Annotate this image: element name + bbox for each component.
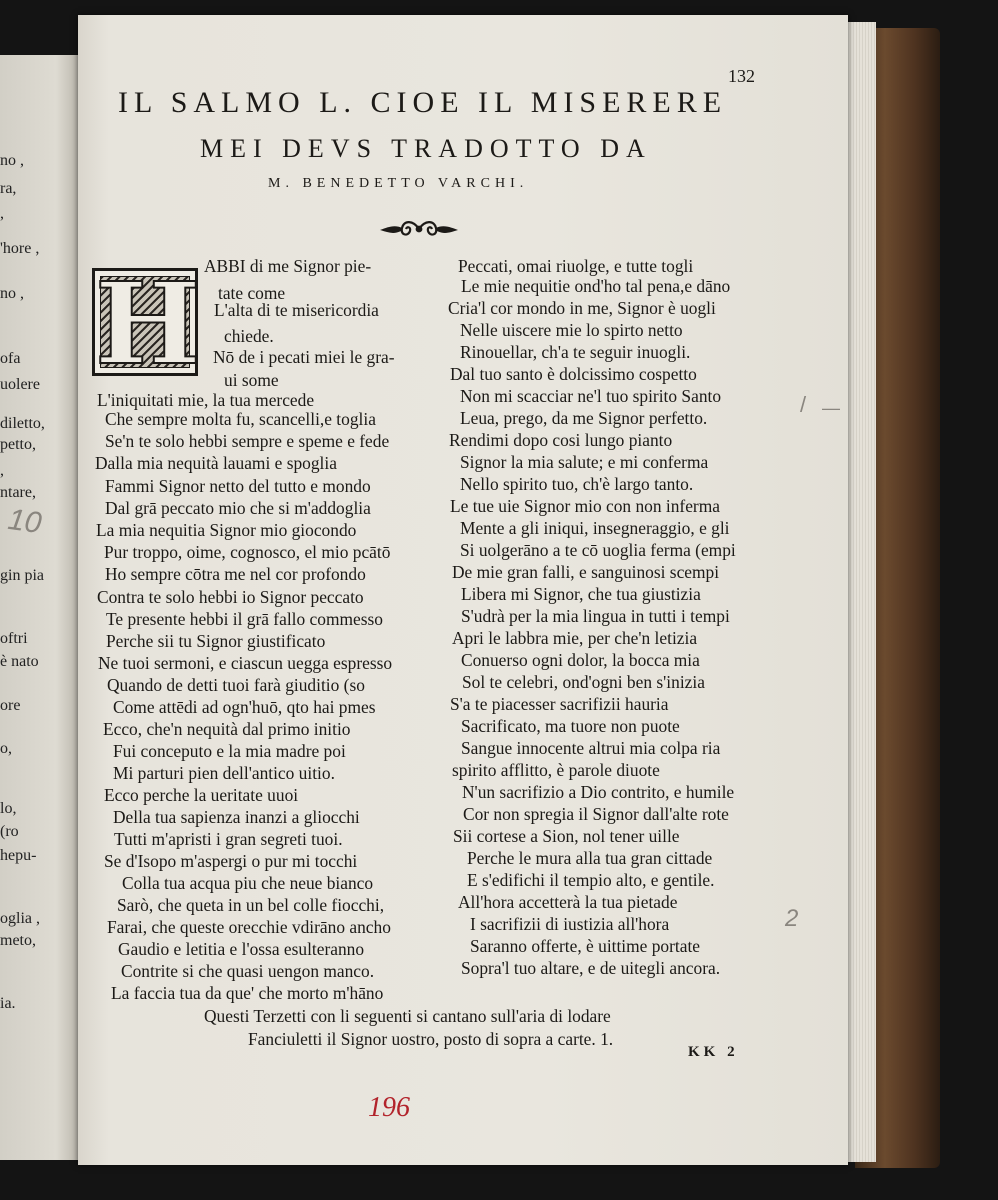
signature-mark: KK 2 bbox=[688, 1044, 739, 1060]
verse-line: Fammi Signor netto del tutto e mondo bbox=[105, 476, 371, 496]
title-line-3: M. BENEDETTO VARCHI. bbox=[268, 176, 529, 191]
verse-line: Sangue innocente altrui mia colpa ria bbox=[461, 738, 721, 758]
verse-line: Mi parturi pien dell'antico uitio. bbox=[113, 763, 335, 783]
page-number: 132 bbox=[728, 66, 755, 86]
verse-line: ABBI di me Signor pie- bbox=[204, 256, 372, 276]
pencil-mark-dash: — bbox=[822, 398, 840, 418]
verse-line: Cria'l cor mondo in me, Signor è uogli bbox=[448, 298, 716, 318]
verse-line: I sacrifizii di iustizia all'hora bbox=[470, 914, 670, 934]
verse-line: Se d'Isopo m'aspergi o pur mi tocchi bbox=[104, 851, 358, 871]
left-page-fragment: ofa bbox=[0, 350, 21, 367]
left-page-fragment: , bbox=[0, 462, 4, 479]
verse-line: Peccati, omai riuolge, e tutte togli bbox=[458, 256, 694, 276]
verse-line: Sopra'l tuo altare, e de uitegli ancora. bbox=[461, 958, 721, 978]
verse-line: Dalla mia nequità lauami e spoglia bbox=[95, 453, 337, 473]
left-page-fragment: lo, bbox=[0, 800, 17, 817]
verse-line: Fui conceputo e la mia madre poi bbox=[113, 741, 346, 761]
fleuron-ornament-icon bbox=[378, 216, 460, 242]
verse-line: La faccia tua da que' che morto m'hāno bbox=[111, 983, 384, 1003]
left-page-fragment: ntare, bbox=[0, 484, 36, 501]
verse-line: Rendimi dopo cosi lungo pianto bbox=[449, 430, 673, 450]
verse-line: S'a te piacesser sacrifizii hauria bbox=[450, 694, 669, 714]
left-page-fragment: uolere bbox=[0, 376, 40, 393]
verse-line: Rinouellar, ch'a te seguir inuogli. bbox=[460, 342, 691, 362]
verse-line: Farai, che queste orecchie vdirāno ancho bbox=[107, 917, 391, 937]
verse-line: Che sempre molta fu, scancelli,e toglia bbox=[105, 409, 376, 429]
verse-line: Nello spirito tuo, ch'è largo tanto. bbox=[460, 474, 694, 494]
left-page-fragment: o, bbox=[0, 740, 12, 757]
red-ink-number: 196 bbox=[368, 1092, 410, 1123]
verse-line: tate come bbox=[218, 283, 286, 303]
verse-line: Saranno offerte, è uittime portate bbox=[470, 936, 701, 956]
left-page-fragment: diletto, bbox=[0, 415, 45, 432]
left-page-fragment: ra, bbox=[0, 180, 17, 197]
verse-line: Sarò, che queta in un bel colle fiocchi, bbox=[117, 895, 385, 915]
verse-line: Dal tuo santo è dolcissimo cospetto bbox=[450, 364, 697, 384]
verse-line: Colla tua acqua piu che neue bianco bbox=[122, 873, 374, 893]
left-page-fragment: (ro bbox=[0, 823, 19, 840]
pencil-mark-slash: / bbox=[800, 392, 807, 417]
title-line-2: MEI DEVS TRADOTTO DA bbox=[200, 134, 652, 163]
verse-line: Apri le labbra mie, per che'n letizia bbox=[452, 628, 698, 648]
left-page bbox=[0, 55, 82, 1160]
left-page-fragment: no , bbox=[0, 285, 24, 302]
left-page-fragment: petto, bbox=[0, 436, 36, 453]
left-pencil-mark: 10 bbox=[5, 502, 44, 541]
verse-line: De mie gran falli, e sanguinosi scempi bbox=[452, 562, 720, 582]
verse-line: N'un sacrifizio a Dio contrito, e humile bbox=[462, 782, 735, 802]
verse-line: Dal grā peccato mio che si m'addoglia bbox=[105, 498, 371, 518]
footer-line-2: Fanciuletti il Signor uostro, posto di sopra a carte. 1. bbox=[248, 1029, 614, 1049]
verse-line: L'iniquitati mie, la tua mercede bbox=[97, 390, 315, 410]
verse-line: ui some bbox=[224, 370, 279, 390]
left-page-fragment: è nato bbox=[0, 653, 39, 670]
verse-line: chiede. bbox=[224, 326, 274, 346]
verse-line: Leua, prego, da me Signor perfetto. bbox=[460, 408, 708, 428]
verse-line: All'hora accetterà la tua pietade bbox=[458, 892, 678, 912]
verse-line: Te presente hebbi il grā fallo commesso bbox=[106, 609, 383, 629]
pencil-mark-number: 2 bbox=[785, 905, 799, 932]
verse-line: Perche le mura alla tua gran cittade bbox=[467, 848, 713, 868]
verse-line: Contrite si che quasi uengon manco. bbox=[121, 961, 375, 981]
left-page-fragment: gin pia bbox=[0, 567, 44, 584]
verse-line: L'alta di te misericordia bbox=[214, 300, 379, 320]
left-page-fragment: 'hore , bbox=[0, 240, 40, 257]
verse-line: Ho sempre cōtra me nel cor profondo bbox=[105, 564, 366, 584]
verse-line: Sacrificato, ma tuore non puote bbox=[461, 716, 680, 736]
verse-line: Contra te solo hebbi io Signor peccato bbox=[97, 587, 364, 607]
verse-line: Sii cortese a Sion, nol tener uille bbox=[453, 826, 680, 846]
verse-line: Non mi scacciar ne'l tuo spirito Santo bbox=[460, 386, 722, 406]
verse-line: Nelle uiscere mie lo spirto netto bbox=[460, 320, 683, 340]
verse-line: Come attēdi ad ogn'huō, qto hai pmes bbox=[113, 697, 376, 717]
verse-line: Gaudio e letitia e l'ossa esulteranno bbox=[118, 939, 365, 959]
left-page-fragment: ore bbox=[0, 697, 21, 714]
drop-cap-initial bbox=[92, 259, 201, 390]
verse-line: Ecco perche la ueritate uuoi bbox=[104, 785, 299, 805]
left-page-fragment: oftri bbox=[0, 630, 28, 647]
verse-line: Conuerso ogni dolor, la bocca mia bbox=[461, 650, 700, 670]
verse-line: Libera mi Signor, che tua giustizia bbox=[461, 584, 701, 604]
verse-line: spirito afflitto, è parole diuote bbox=[452, 760, 660, 780]
left-page-fragment: meto, bbox=[0, 932, 36, 949]
footer-line-1: Questi Terzetti con li seguenti si cantano sull'aria di lodare bbox=[204, 1006, 611, 1026]
verse-line: Nō de i pecati miei le gra- bbox=[213, 347, 395, 367]
verse-line: La mia nequitia Signor mio giocondo bbox=[96, 520, 357, 540]
verse-line: E s'edifichi il tempio alto, e gentile. bbox=[467, 870, 715, 890]
left-page-fragment: , bbox=[0, 205, 4, 222]
verse-line: Ne tuoi sermoni, e ciascun uegga espresso bbox=[98, 653, 393, 673]
verse-line: Signor la mia salute; e mi conferma bbox=[460, 452, 709, 472]
verse-line: Le mie nequitie ond'ho tal pena,e dāno bbox=[461, 276, 731, 296]
left-page-fragment: oglia , bbox=[0, 910, 40, 927]
verse-line: Si uolgerāno a te cō uoglia ferma (empi bbox=[460, 540, 736, 560]
verse-line: Perche sii tu Signor giustificato bbox=[106, 631, 326, 651]
title-line-1: IL SALMO L. CIOE IL MISERERE bbox=[118, 86, 728, 119]
left-page-fragment: no , bbox=[0, 152, 24, 169]
verse-line: Ecco, che'n nequità dal primo initio bbox=[103, 719, 351, 739]
verse-line: Della tua sapienza inanzi a gliocchi bbox=[113, 807, 360, 827]
verse-line: Pur troppo, oime, cognosco, el mio pcātō bbox=[104, 542, 391, 562]
verse-line: Sol te celebri, ond'ogni ben s'inizia bbox=[462, 672, 705, 692]
drop-cap-letter: H bbox=[95, 259, 201, 390]
verse-line: S'udrà per la mia lingua in tutti i tempi bbox=[461, 606, 730, 626]
left-page-fragment: ia. bbox=[0, 995, 16, 1012]
verse-line: Quando de detti tuoi farà giuditio (so bbox=[107, 675, 365, 695]
verse-line: Cor non spregia il Signor dall'alte rote bbox=[463, 804, 729, 824]
verse-line: Mente a gli iniqui, insegneraggio, e gli bbox=[460, 518, 730, 538]
verse-line: Tutti m'apristi i gran segreti tuoi. bbox=[114, 829, 343, 849]
left-page-fragment: hepu- bbox=[0, 847, 37, 864]
verse-line: Le tue uie Signor mio con non inferma bbox=[450, 496, 720, 516]
verse-line: Se'n te solo hebbi sempre e speme e fede bbox=[105, 431, 390, 451]
